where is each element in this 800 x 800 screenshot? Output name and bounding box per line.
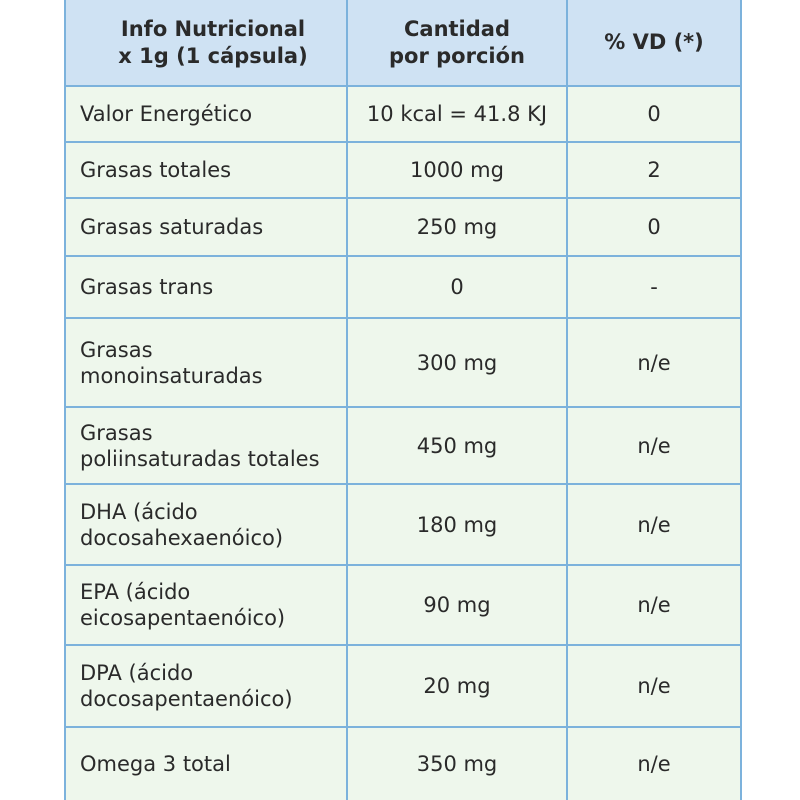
table-row — [66, 319, 740, 408]
nutrient-amount: 250 mg — [346, 199, 566, 255]
nutrient-amount: 1000 mg — [346, 143, 566, 197]
nutrient-vd: n/e — [566, 646, 740, 726]
table-row — [66, 87, 740, 143]
nutrient-amount: 0 — [346, 257, 566, 317]
table-row — [66, 728, 740, 800]
nutrient-amount: 300 mg — [346, 319, 566, 406]
nutrient-vd: n/e — [566, 485, 740, 564]
table-row — [66, 646, 740, 728]
table-row — [66, 143, 740, 199]
nutrient-vd: 0 — [566, 87, 740, 141]
nutrient-amount: 350 mg — [346, 728, 566, 800]
nutrient-name: DHA (ácido docosahexaenóico) — [80, 499, 284, 550]
nutrient-amount: 450 mg — [346, 408, 566, 483]
nutrient-vd: n/e — [566, 408, 740, 483]
nutrient-vd: - — [566, 257, 740, 317]
header-vd: % VD (*) — [566, 0, 740, 85]
nutrient-name: Grasas trans — [80, 275, 214, 299]
nutrient-vd: 2 — [566, 143, 740, 197]
nutrient-name: Omega 3 total — [80, 752, 231, 776]
nutrient-vd: n/e — [566, 566, 740, 644]
nutrient-amount: 90 mg — [346, 566, 566, 644]
nutrient-name: Grasas saturadas — [80, 215, 264, 239]
nutrient-name: DPA (ácido docosapentaenóico) — [80, 661, 293, 711]
header-cantidad: Cantidad por porción — [346, 0, 566, 85]
nutrient-vd: 0 — [566, 199, 740, 255]
nutrient-amount: 10 kcal = 41.8 KJ — [346, 87, 566, 141]
table-row — [66, 408, 740, 485]
nutrient-name: EPA (ácido eicosapentaenóico) — [80, 580, 286, 630]
nutrient-name: Valor Energético — [80, 102, 253, 126]
table-row — [66, 485, 740, 566]
table-header — [66, 0, 740, 87]
nutrition-table — [64, 0, 742, 800]
nutrient-name: Grasas poliinsaturadas totales — [80, 420, 320, 471]
table-row — [66, 566, 740, 646]
nutrient-name: Grasas totales — [80, 158, 232, 182]
nutrient-vd: n/e — [566, 319, 740, 406]
header-info-nutricional: Info Nutricional x 1g (1 cápsula) — [118, 16, 308, 68]
nutrient-name: Grasas monoinsaturadas — [80, 337, 263, 388]
nutrient-vd: n/e — [566, 728, 740, 800]
table-row — [66, 199, 740, 257]
nutrient-amount: 20 mg — [346, 646, 566, 726]
table-row — [66, 257, 740, 319]
nutrient-amount: 180 mg — [346, 485, 566, 564]
